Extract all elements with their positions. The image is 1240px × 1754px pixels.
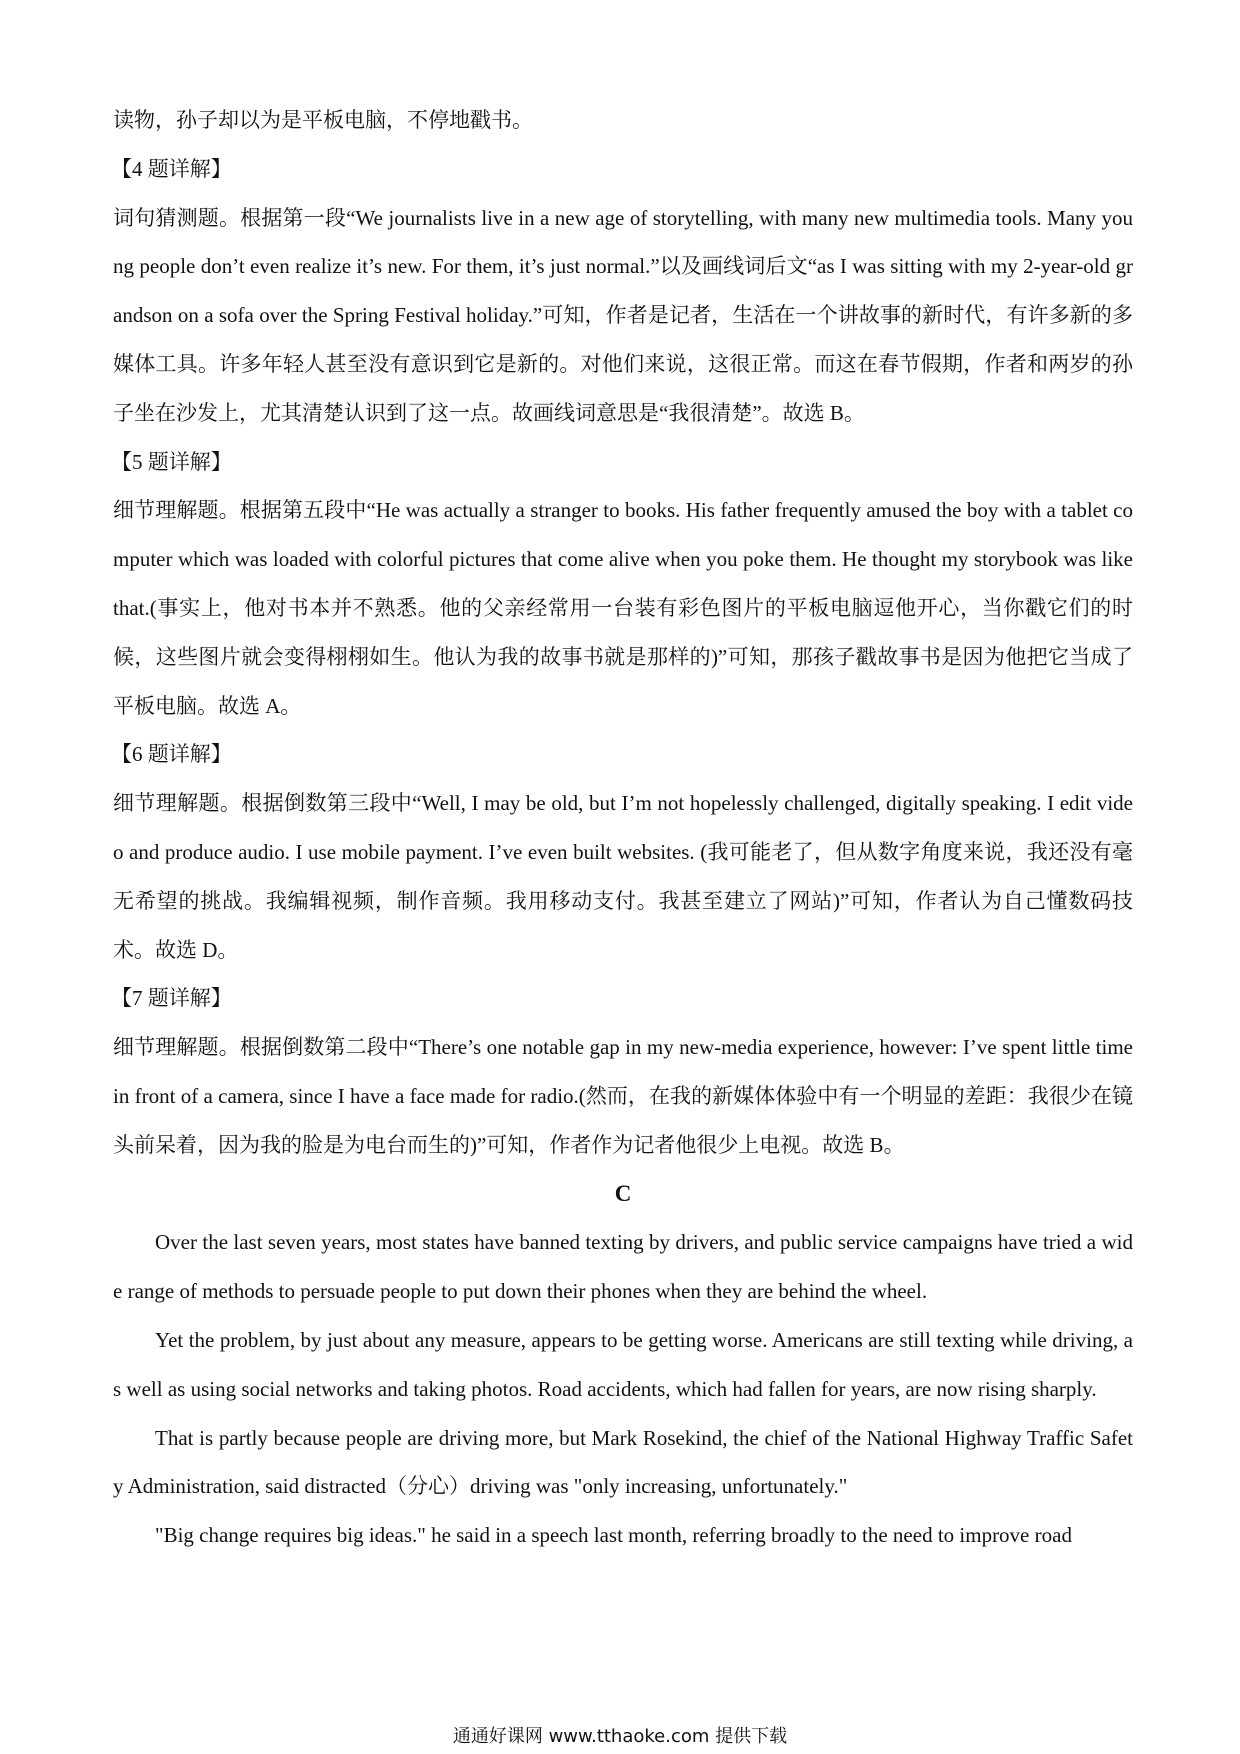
question-5-explanation: 细节理解题。根据第五段中“He was actually a stranger to books. His father frequently amused the boy with a tablet computer which was loaded with colorful pictures that come alive when you poke them. He thought my storybook was like that.(事实上，他对书本并不熟悉。他的父亲经常用一台装有彩色图片的平板电脑逗他开心，当你戳它们的时候，这些图片就会变得栩栩如生。他认为我的故事书就是那样的)”可知，那孩子戳故事书是因为他把它当成了平板电脑。故选 A。	[113, 498, 1133, 718]
passage-c-paragraph-3: That is partly because people are driving more, but Mark Rosekind, the chief of the National Highway Traffic Safety Administration, said distracted（分心）driving was "only increasing, unfortunately."	[113, 1425, 1133, 1499]
question-6-explanation: 细节理解题。根据倒数第三段中“Well, I may be old, but I’m not hopelessly challenged, digitally speaking. I edit video and produce audio. I use mobile payment. I’ve even built websites. (我可能老了，但从数字角度来说，我还没有毫无希望的挑战。我编辑视频，制作音频。我用移动支付。我甚至建立了网站)”可知，作者认为自己懂数码技术。故选 D。	[113, 791, 1133, 962]
question-5-heading: 【5 题详解】	[111, 449, 232, 474]
section-c-title: C	[614, 1180, 632, 1206]
paragraph-continuation: 读物，孙子却以为是平板电脑，不停地戳书。	[113, 108, 533, 132]
passage-c-paragraph-2: Yet the problem, by just about any measure, appears to be getting worse. Americans are still texting while driving, as well as using social networks and taking photos. Road accidents, which had fallen for years, are now rising sharply.	[113, 1327, 1133, 1401]
question-6-heading: 【6 题详解】	[111, 742, 232, 767]
passage-c-paragraph-1: Over the last seven years, most states have banned texting by drivers, and public service campaigns have tried a wide range of methods to persuade people to put down their phones when they are behind the wheel.	[113, 1230, 1133, 1304]
question-7-explanation: 细节理解题。根据倒数第二段中“There’s one notable gap in my new-media experience, however: I’ve spent little time in front of a camera, since I have a face made for radio.(然而，在我的新媒体体验中有一个明显的差距：我很少在镜头前呆着，因为我的脸是为电台而生的)”可知，作者作为记者他很少上电视。故选 B。	[113, 1035, 1133, 1157]
question-4-heading: 【4 题详解】	[111, 156, 232, 181]
page-footer: 通通好课网 www.tthaoke.com 提供下载	[452, 1726, 788, 1747]
question-4-explanation: 词句猜测题。根据第一段“We journalists live in a new age of storytelling, with many new multimedia tools. Many young people don’t even realize it’s new. For them, it’s just normal.”以及画线词后文“as I was sitting with my 2-year-old grandson on a sofa over the Spring Festival holiday.”可知，作者是记者，生活在一个讲故事的新时代，有许多新的多媒体工具。许多年轻人甚至没有意识到它是新的。对他们来说，这很正常。而这在春节假期，作者和两岁的孙子坐在沙发上，尤其清楚认识到了这一点。故画线词意思是“我很清楚”。故选 B。	[113, 205, 1133, 425]
document-page	[113, 96, 1133, 1560]
passage-c-paragraph-4: "Big change requires big ideas." he said in a speech last month, referring broadly to the need to improve road	[155, 1523, 1072, 1548]
question-7-heading: 【7 题详解】	[111, 986, 232, 1011]
